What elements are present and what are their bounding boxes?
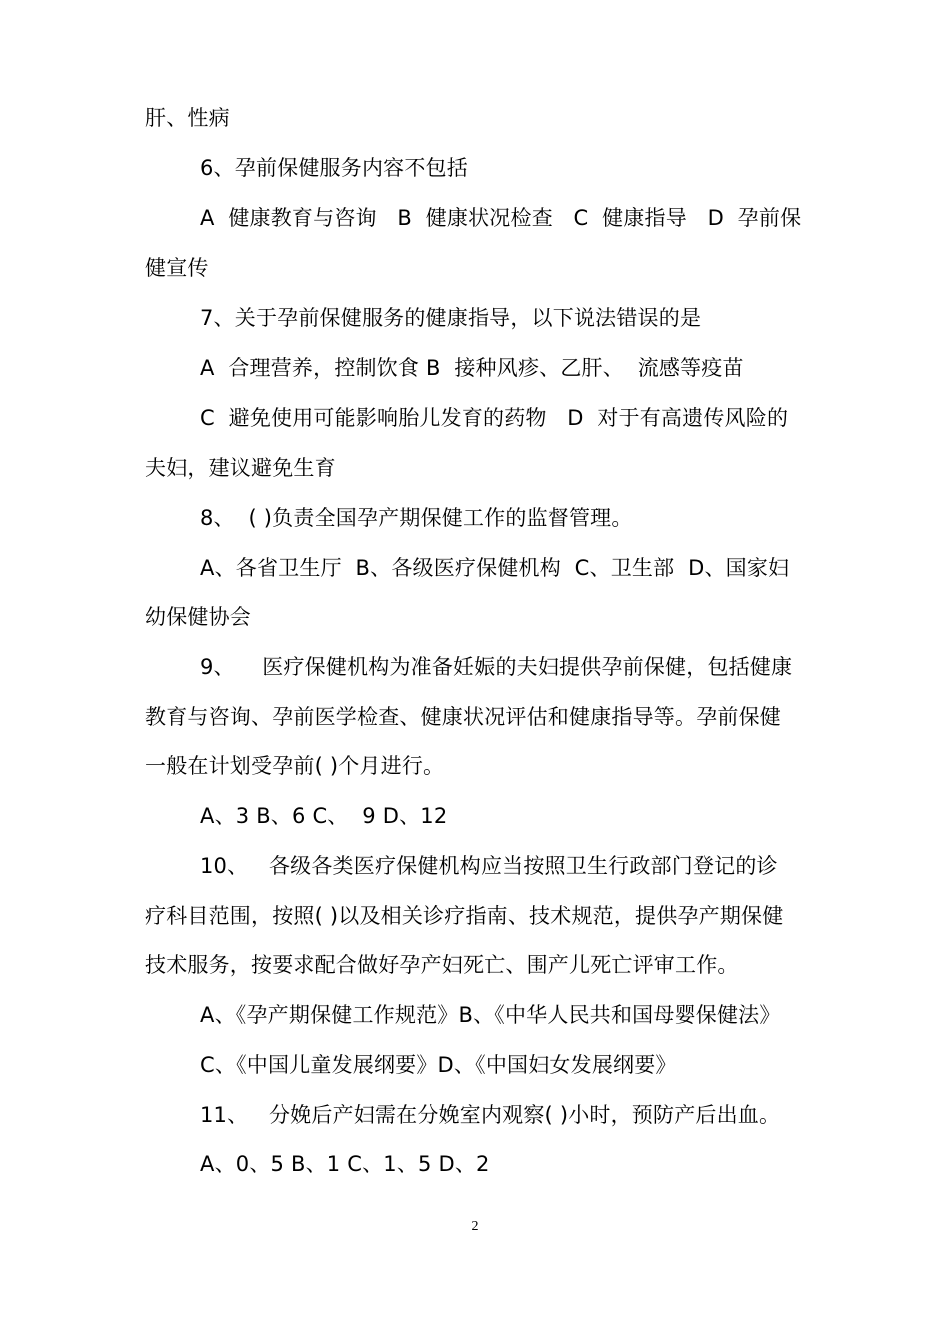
text-line: 幼保健协会 [145, 605, 251, 629]
text-line: 疗科目范围，按照( )以及相关诊疗指南、技术规范，提供孕产期保健 [145, 904, 784, 928]
question-10-options-cd: C、《中国儿童发展纲要》D、《中国妇女发展纲要》 [200, 1053, 677, 1077]
question-9-options: A、3 B、6 C、 9 D、12 [200, 804, 448, 828]
text-line: 夫妇，建议避免生育 [145, 456, 336, 480]
question-7-options-ab: A 合理营养，控制饮食 B 接种风疹、乙肝、 流感等疫苗 [200, 356, 744, 380]
question-8-options: A、各省卫生厅 B、各级医疗保健机构 C、卫生部 D、国家妇 [200, 556, 790, 580]
text-line: 技术服务，按要求配合做好孕产妇死亡、围产儿死亡评审工作。 [145, 953, 739, 977]
question-6-title: 6、孕前保健服务内容不包括 [200, 156, 468, 180]
question-11-options: A、0、5 B、1 C、1、5 D、2 [200, 1152, 490, 1176]
question-7-title: 7、关于孕前保健服务的健康指导，以下说法错误的是 [200, 306, 702, 330]
text-line: 肝、性病 [145, 106, 230, 130]
question-10-options-ab: A、《孕产期保健工作规范》B、《中华人民共和国母婴保健法》 [200, 1003, 781, 1027]
text-line: 健宣传 [145, 256, 209, 280]
question-9-title: 9、 医疗保健机构为准备妊娠的夫妇提供孕前保健，包括健康 [200, 655, 793, 679]
page-number: 2 [471, 1219, 479, 1234]
text-line: 一般在计划受孕前( )个月进行。 [145, 754, 445, 778]
text-line: 教育与咨询、孕前医学检查、健康状况评估和健康指导等。孕前保健 [145, 705, 781, 729]
question-11-title: 11、 分娩后产妇需在分娩室内观察( )小时，预防产后出血。 [200, 1103, 781, 1127]
question-10-title: 10、 各级各类医疗保健机构应当按照卫生行政部门登记的诊 [200, 854, 778, 878]
question-7-options-cd: C 避免使用可能影响胎儿发育的药物 D 对于有高遗传风险的 [200, 406, 789, 430]
question-8-title: 8、 ( )负责全国孕产期保健工作的监督管理。 [200, 506, 633, 530]
question-6-options: A 健康教育与咨询 B 健康状况检查 C 健康指导 D 孕前保 [200, 206, 802, 230]
